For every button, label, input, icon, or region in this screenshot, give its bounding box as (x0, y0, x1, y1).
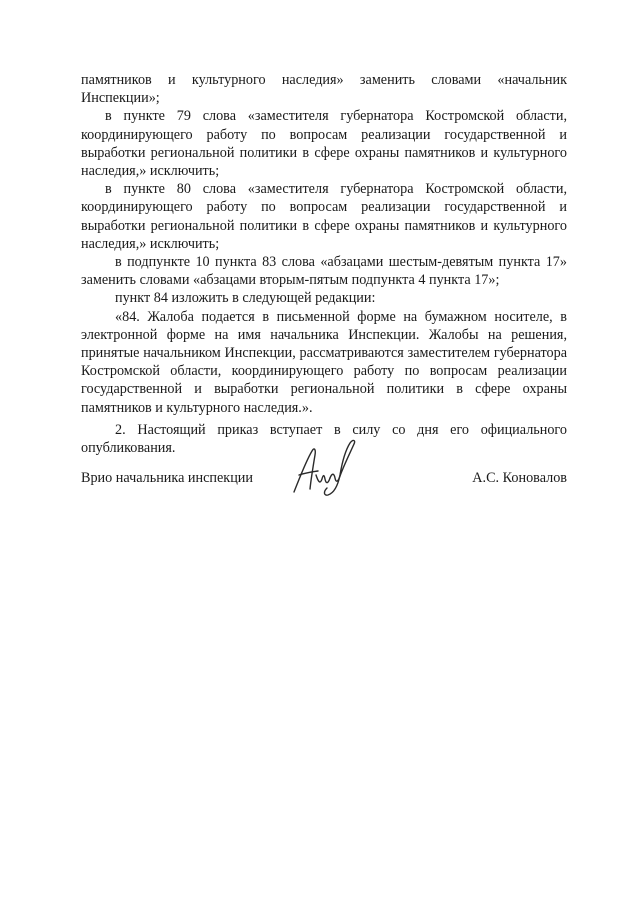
document-body (81, 71, 567, 457)
paragraph-item-84-text: «84. Жалоба подается в письменной форме на бумажном носителе, в электронной форме на имя начальника Инспекции. Жалобы на решения, принятые начальником Инспекции, рассматриваются заместителем губернатора Костромской области, координирующего работу по вопросам реализации государственной и выработки региональной политики в сфере охраны памятников и культурного наследия.». (81, 308, 567, 416)
handwritten-signature (290, 435, 360, 497)
signatory-name: А.С. Коновалов (472, 470, 567, 486)
paragraph-item-83: в подпункте 10 пункта 83 слова «абзацами шестым-девятым пункта 17» заменить словами «абзацами вторым-пятым подпункта 4 пункта 17»; (81, 254, 567, 289)
paragraph-effective-date: 2. Настоящий приказ вступает в силу со дня его официального опубликования. (81, 421, 567, 457)
paragraph-item-79: в пункте 79 слова «заместителя губернатора Костромской области, координирующего работу по вопросам реализации государственной и выработки региональной политики в сфере охраны памятников и культурного наследия,» исключить; (81, 108, 567, 180)
paragraph-item-80: в пункте 80 слова «заместителя губернатора Костромской области, координирующего работу по вопросам реализации государственной и выработки региональной политики в сфере охраны памятников и культурного наследия,» исключить; (81, 181, 567, 252)
signatory-position: Врио начальника инспекции (81, 470, 253, 486)
paragraph-continuation: памятников и культурного наследия» заменить словами «начальник Инспекции»; (81, 72, 567, 107)
paragraph-item-84-intro: пункт 84 изложить в следующей редакции: (115, 290, 376, 307)
